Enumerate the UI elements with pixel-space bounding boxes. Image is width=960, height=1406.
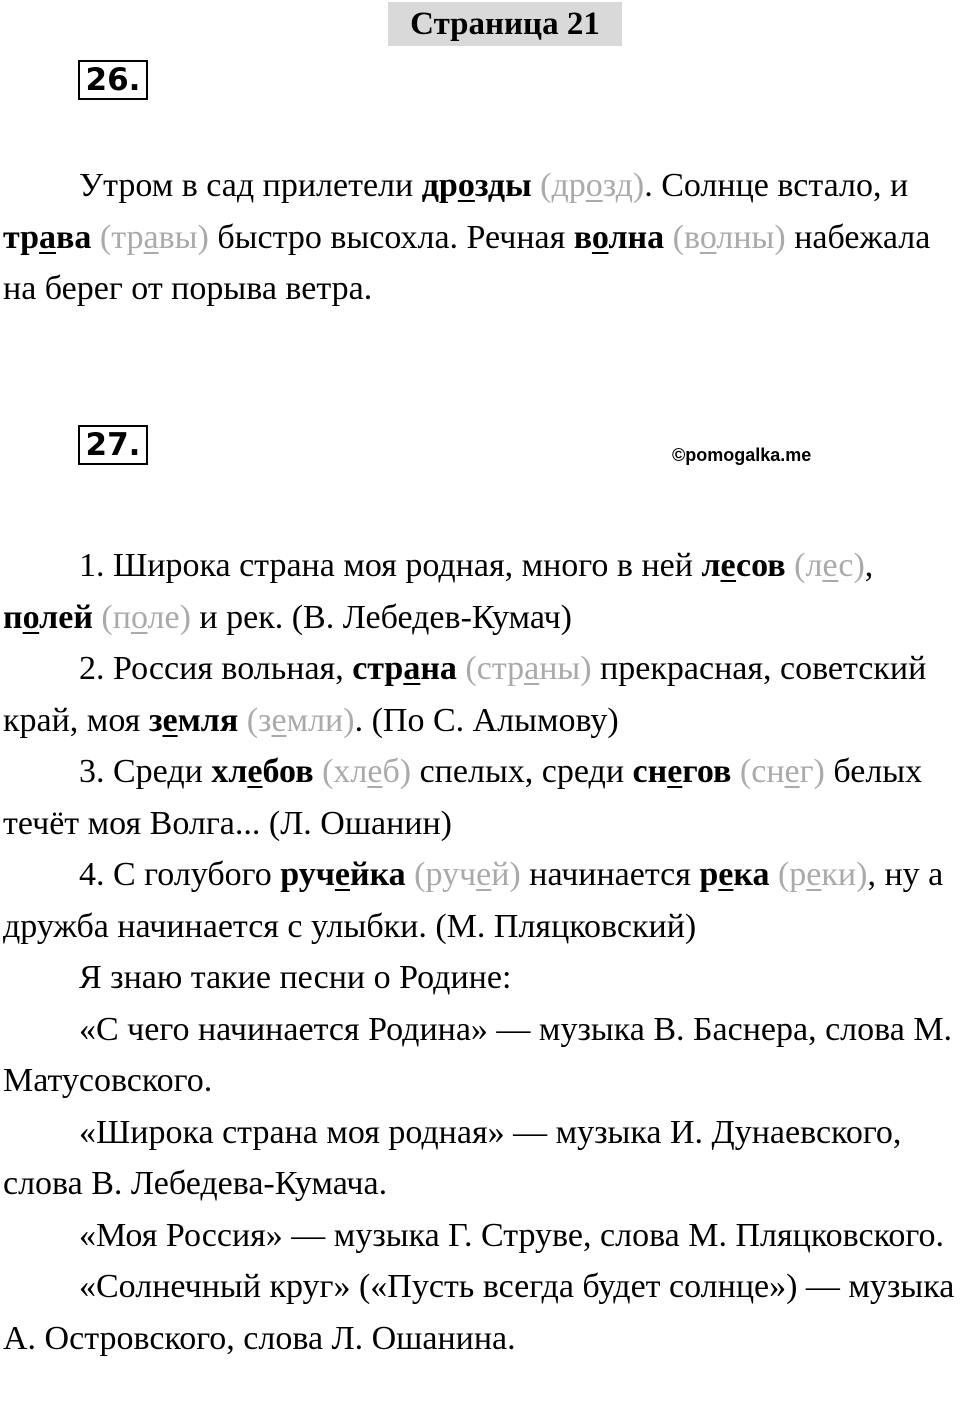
check-word-travy: (травы)	[99, 218, 209, 256]
check-word-reki: (реки)	[777, 856, 868, 893]
check-word-les: (лес)	[794, 547, 865, 584]
answer-word-drozdy: дрозды	[421, 167, 532, 204]
song-item: «Широка страна моя родная» — музыка И. Дунаевского, слова В. Лебедева-Кумача.	[3, 1113, 902, 1202]
answer-word-lesov: лесов	[701, 547, 786, 584]
check-word-pole: (поле)	[101, 598, 191, 636]
answer-word-poley: полей	[3, 598, 93, 636]
sentence-4: 4. С голубого ручейка (ручей) начинается река (реки), ну а дружба начинается с улыбки. (М. Пляцковский)	[3, 856, 944, 945]
watermark: ©pomogalka.me	[672, 445, 812, 465]
answer-word-zemlya: земля	[148, 701, 239, 739]
check-word-strany: (страны)	[465, 650, 592, 687]
song-item: «С чего начинается Родина» — музыка В. Баснера, слова М. Матусовского.	[3, 1010, 953, 1099]
exercise-27-text	[3, 540, 960, 1364]
page-title: Страница 21	[388, 2, 622, 46]
song-item: «Моя Россия» — музыка Г. Струве, слова М. Пляцковского.	[79, 1216, 944, 1254]
answer-word-ruchejka: ручейка	[280, 856, 406, 893]
answer-word-khlebov: хлебов	[211, 753, 314, 790]
answer-word-strana: страна	[352, 650, 457, 687]
text-segment: . Солнце встало, и	[644, 167, 909, 204]
songs-intro: Я знаю такие песни о Родине:	[79, 959, 512, 996]
answer-word-trava: трава	[3, 218, 92, 256]
text-segment: набежала на берег от порыва ветра.	[3, 218, 931, 307]
text-segment: быстро высохла. Речная	[208, 218, 574, 256]
sentence-3: 3. Среди хлебов (хлеб) спелых, среди снегов (снег) белых течёт моя Волга... (Л. Ошанин)	[3, 753, 923, 842]
check-word-ruchej: (ручей)	[414, 856, 521, 893]
exercise-26-number: 26.	[78, 60, 148, 100]
check-word-zemli: (земли)	[246, 701, 355, 739]
exercise-27-number: 27.	[78, 425, 148, 465]
answer-word-volna: волна	[573, 218, 665, 256]
answer-word-snegov: снегов	[632, 753, 732, 790]
check-word-drozd: (дрозд)	[540, 167, 645, 204]
exercise-26-text	[3, 160, 960, 315]
text-segment: Утром в сад прилетели	[79, 167, 422, 204]
check-word-sneg: (снег)	[739, 753, 825, 790]
sentence-1: 1. Широка страна моя родная, много в ней лесов (лес), полей (поле) и рек. (В. Лебедев-Кумач)	[3, 547, 874, 636]
song-item: «Солнечный круг» («Пусть всегда будет солнце») — музыка А. Островского, слова Л. Ошанина.	[3, 1268, 955, 1357]
sentence-2: 2. Россия вольная, страна (страны) прекрасная, советский край, моя земля (земли). (По С. Алымову)	[3, 650, 927, 739]
check-word-volny: (волны)	[672, 218, 786, 256]
answer-word-reka: река	[699, 856, 770, 893]
check-word-khleb: (хлеб)	[322, 753, 412, 790]
exercise-26-paragraph	[3, 160, 960, 315]
